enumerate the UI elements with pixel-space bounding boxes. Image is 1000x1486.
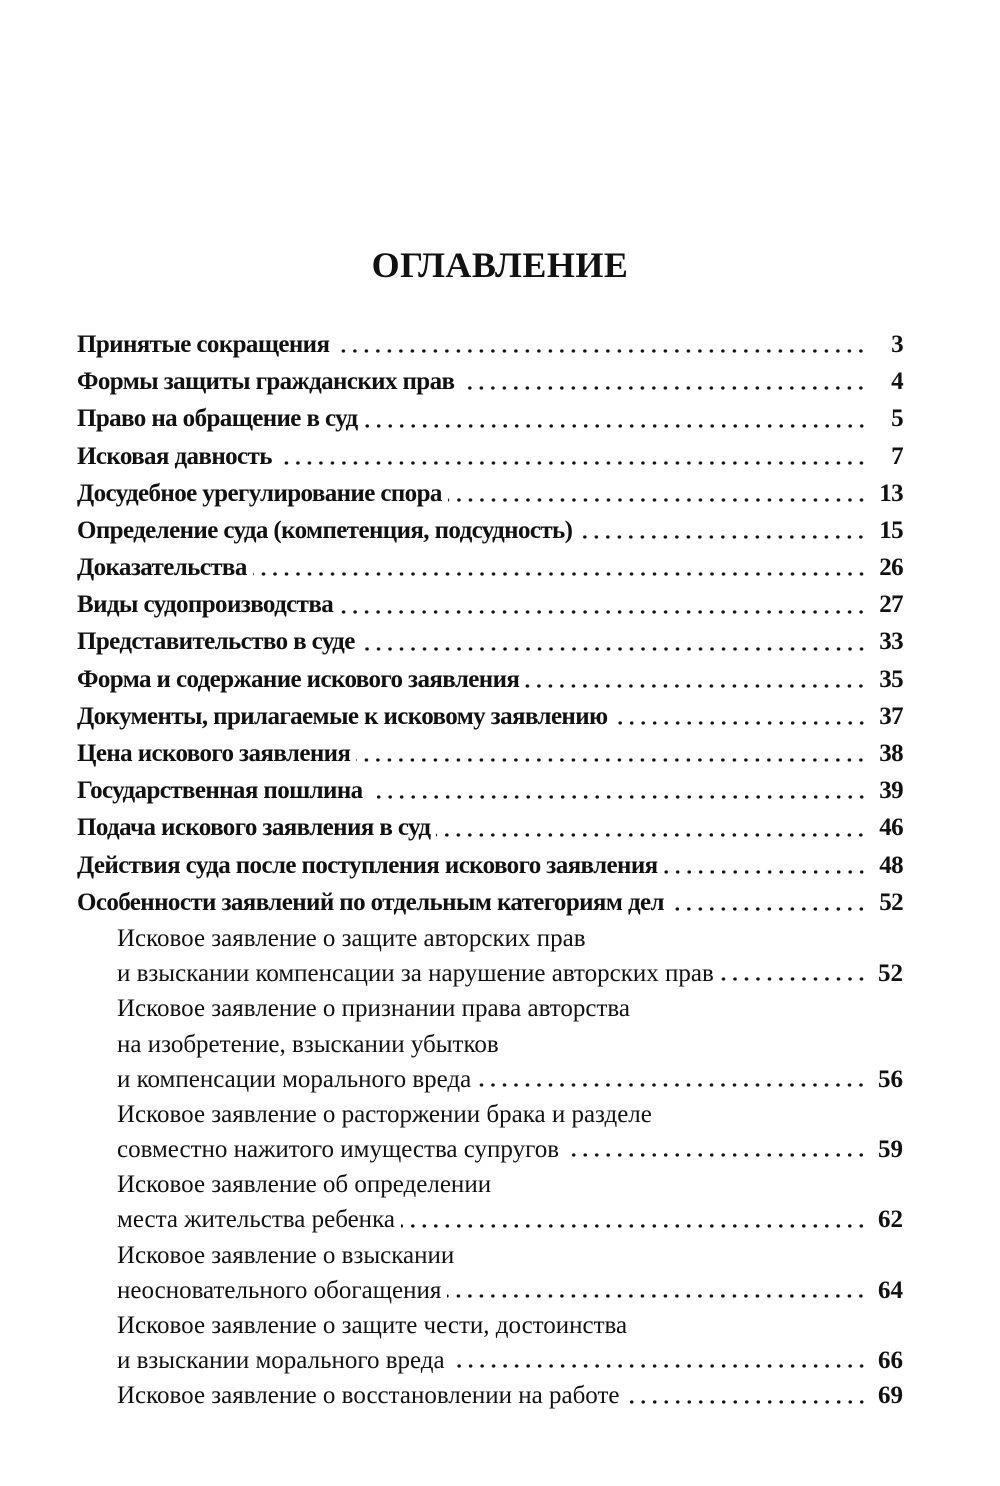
toc-main-entries (77, 326, 903, 921)
toc-entry[interactable] (77, 624, 903, 661)
toc-subentry-line: и взыскании морального вреда (117, 1347, 445, 1375)
toc-entry[interactable] (77, 884, 903, 921)
toc-page-number: 35 (879, 665, 903, 693)
toc-entry[interactable] (77, 586, 903, 623)
toc-entry[interactable] (77, 326, 903, 363)
toc-subentry[interactable] (77, 1378, 903, 1413)
toc-entry-label: Представительство в суде (77, 628, 355, 656)
dot-leader (361, 646, 867, 652)
toc-sub-entries (77, 921, 903, 1414)
toc-page-number: 59 (878, 1136, 903, 1164)
dot-leader (664, 869, 867, 875)
toc-entry[interactable] (77, 512, 903, 549)
toc-page-number: 33 (879, 628, 903, 656)
toc-page-number: 56 (878, 1065, 903, 1093)
toc-entry-label: Цена искового заявления (77, 740, 351, 768)
toc-page-number: 69 (878, 1382, 903, 1410)
dot-leader (626, 1399, 867, 1405)
toc-page-number: 7 (891, 442, 903, 470)
dot-leader (565, 1152, 867, 1158)
toc-subentry-line: и компенсации морального вреда (117, 1065, 472, 1093)
toc-entry-label: Форма и содержание искового заявления (77, 665, 520, 693)
toc-entry-label: Государственная пошлина (77, 777, 363, 805)
toc-subentry[interactable] (77, 1238, 903, 1308)
toc-page-number: 27 (879, 591, 903, 619)
toc-page-number: 3 (891, 330, 903, 358)
toc-entry-label: Досудебное урегулирование спора (77, 479, 442, 507)
toc-page-number: 5 (891, 405, 903, 433)
toc-entry-label: Подача искового заявления в суд (77, 814, 431, 842)
toc-page-number: 26 (879, 554, 903, 582)
dot-leader (451, 1363, 867, 1369)
toc-subentry-line: Исковое заявление о взыскании (117, 1241, 455, 1269)
toc-page-number: 66 (878, 1347, 903, 1375)
toc-entry[interactable] (77, 735, 903, 772)
dot-leader (460, 385, 867, 391)
dot-leader (339, 609, 867, 615)
dot-leader (335, 348, 867, 354)
toc-page-number: 15 (879, 516, 903, 544)
toc-subentry-line: Исковое заявление об определении (117, 1171, 492, 1199)
toc-subentry-line: Исковое заявление о признании права авторства (117, 995, 630, 1023)
toc-subentry-line: и взыскании компенсации за нарушение авторских прав (117, 960, 714, 988)
toc-entry-label: Виды судопроизводства (77, 591, 334, 619)
page-title: ОГЛАВЛЕНИЕ (371, 245, 629, 285)
dot-leader (253, 571, 867, 577)
toc-entry[interactable] (77, 363, 903, 400)
toc-page-number: 46 (879, 814, 903, 842)
dot-leader (447, 1293, 867, 1299)
toc-subentry[interactable] (77, 1097, 903, 1167)
toc-subentry-line: Исковое заявление о восстановлении на работе (117, 1382, 620, 1410)
toc-entry-label: Исковая давность (77, 442, 272, 470)
toc-entry[interactable] (77, 847, 903, 884)
toc-page-number: 52 (879, 888, 903, 916)
dot-leader (364, 423, 867, 429)
toc-entry-label: Документы, прилагаемые к исковому заявлению (77, 702, 608, 730)
toc-entry[interactable] (77, 549, 903, 586)
dot-leader (477, 1082, 867, 1088)
toc-entry-label: Формы защиты гражданских прав (77, 368, 455, 396)
dot-leader (720, 976, 867, 982)
toc-subentry-line: неосновательного обогащения (117, 1276, 442, 1304)
toc-page-number: 13 (879, 479, 903, 507)
toc-subentry[interactable] (77, 921, 903, 991)
toc-entry-label: Принятые сокращения (77, 330, 330, 358)
toc-entry[interactable] (77, 400, 903, 437)
toc-page-number: 64 (878, 1276, 903, 1304)
toc-page-number: 62 (878, 1206, 903, 1234)
toc-entry[interactable] (77, 438, 903, 475)
toc-page-number: 48 (879, 851, 903, 879)
toc-entry-label: Особенности заявлений по отдельным категориям дел (77, 888, 664, 916)
toc-subentry-line: Исковое заявление о защите авторских прав (117, 924, 586, 952)
toc-subentry-line: Исковое заявление о расторжении брака и разделе (117, 1100, 652, 1128)
toc-entry[interactable] (77, 475, 903, 512)
toc-entry-label: Определение суда (компетенция, подсудность) (77, 516, 573, 544)
toc-entry-label: Действия суда после поступления искового заявления (77, 851, 658, 879)
toc-entry[interactable] (77, 661, 903, 698)
toc-page-number: 38 (879, 740, 903, 768)
toc-entry[interactable] (77, 698, 903, 735)
dot-leader (525, 683, 867, 689)
toc-subentry[interactable] (77, 991, 903, 1097)
toc-entry-label: Право на обращение в суд (77, 405, 358, 433)
dot-leader (369, 794, 867, 800)
dot-leader (401, 1223, 867, 1229)
dot-leader (436, 832, 867, 838)
dot-leader (448, 497, 867, 503)
toc-entry-label: Доказательства (77, 554, 247, 582)
toc-subentry-line: совместно нажитого имущества супругов (117, 1136, 560, 1164)
toc-subentry[interactable] (77, 1167, 903, 1237)
toc-subentry[interactable] (77, 1308, 903, 1378)
toc-subentry-line: места жительства ребенка (117, 1206, 395, 1234)
toc-page-number: 37 (879, 702, 903, 730)
dot-leader (670, 906, 867, 912)
dot-leader (356, 757, 867, 763)
toc-entry[interactable] (77, 809, 903, 846)
toc-page-number: 52 (878, 960, 903, 988)
toc-page-number: 4 (891, 368, 903, 396)
dot-leader (614, 720, 867, 726)
table-of-contents (77, 326, 903, 1414)
toc-subentry-line: Исковое заявление о защите чести, достоинства (117, 1312, 628, 1340)
dot-leader (278, 460, 867, 466)
dot-leader (578, 534, 867, 540)
toc-page-number: 39 (879, 777, 903, 805)
toc-subentry-line: на изобретение, взыскании убытков (117, 1030, 499, 1058)
toc-entry[interactable] (77, 772, 903, 809)
